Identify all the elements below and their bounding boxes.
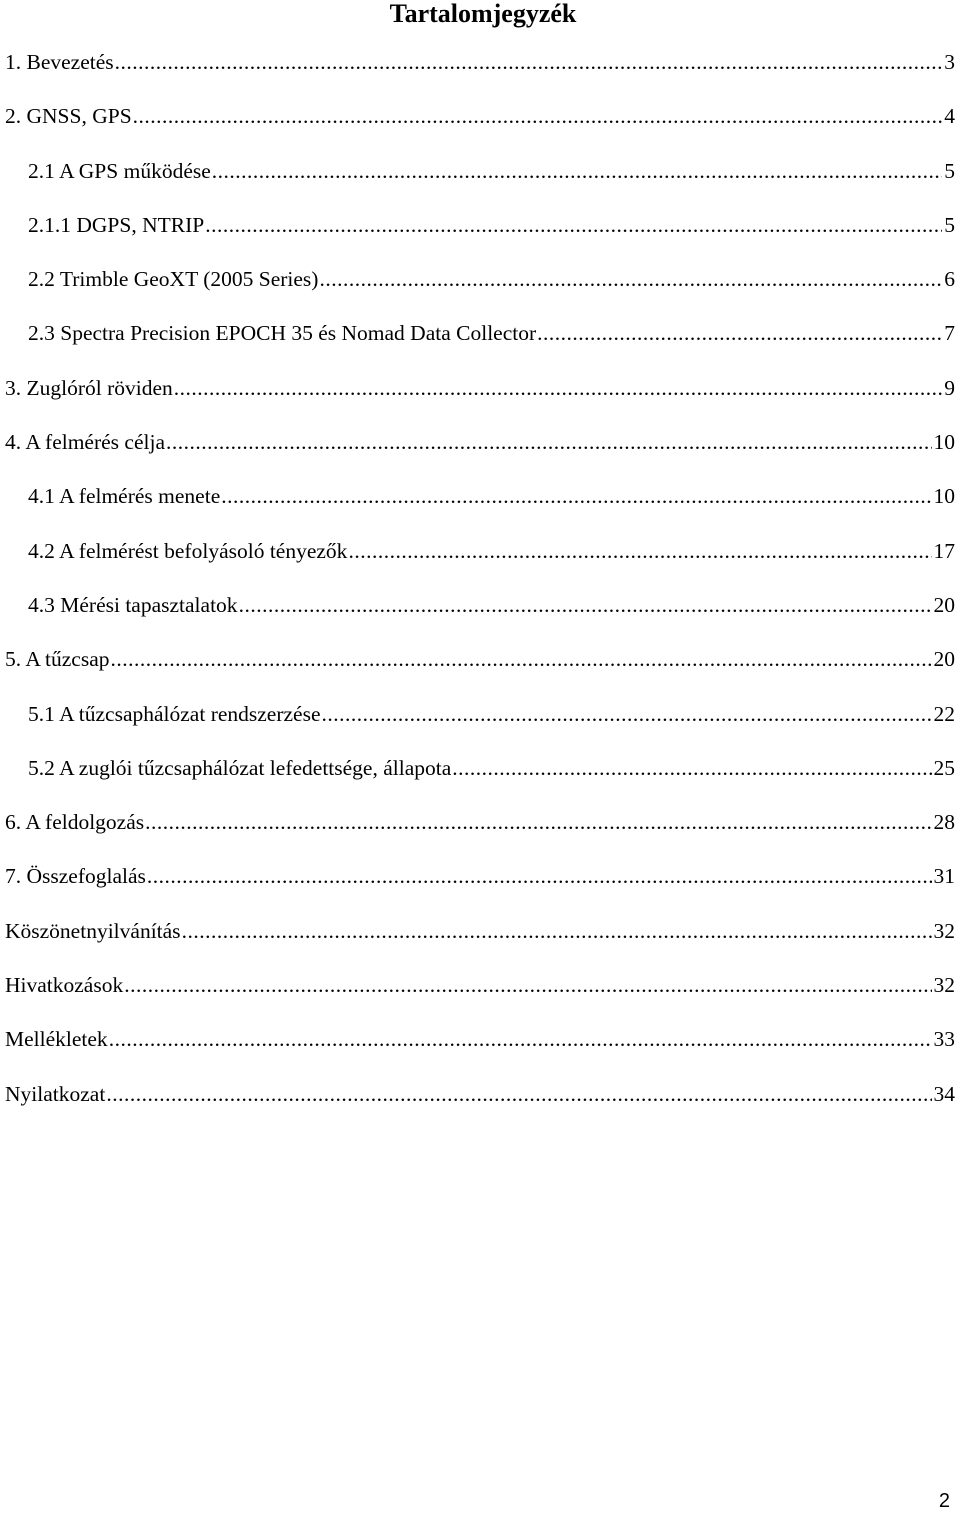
toc-entry-label: 3. Zuglóról röviden bbox=[5, 375, 173, 400]
toc-leader-dots bbox=[174, 374, 942, 402]
toc-entry-felmeres-menete[interactable] bbox=[0, 482, 960, 536]
toc-entry-label: 5.1 A tűzcsaphálózat rendszerzése bbox=[28, 701, 321, 726]
toc-entry-nyilatkozat[interactable] bbox=[0, 1080, 960, 1134]
toc-entry-mellekletek[interactable] bbox=[0, 1025, 960, 1079]
toc-entry-page: 32 bbox=[933, 918, 955, 943]
toc-leader-dots bbox=[452, 754, 931, 782]
toc-entry-page: 6 bbox=[944, 267, 955, 292]
toc-entry-label: 2.2 Trimble GeoXT (2005 Series) bbox=[28, 267, 319, 292]
toc-entry-page: 17 bbox=[933, 538, 955, 563]
toc-entry-page: 28 bbox=[933, 810, 955, 835]
toc-leader-dots bbox=[537, 319, 942, 347]
toc-entry-tuzcsap[interactable] bbox=[0, 645, 960, 699]
toc-entry-label: 1. Bevezetés bbox=[5, 50, 114, 74]
toc-leader-dots bbox=[239, 591, 932, 619]
toc-entry-zuglorol[interactable] bbox=[0, 374, 960, 428]
toc-leader-dots bbox=[124, 971, 931, 999]
toc-entry-page: 10 bbox=[933, 430, 955, 455]
toc-leader-dots bbox=[133, 102, 943, 130]
toc-entry-page: 31 bbox=[933, 864, 955, 889]
toc-list bbox=[0, 48, 960, 1134]
toc-entry-label: 7. Összefoglalás bbox=[5, 864, 146, 889]
toc-leader-dots bbox=[109, 1025, 932, 1053]
page-number: 2 bbox=[938, 1490, 950, 1512]
toc-entry-label: 5.2 A zuglói tűzcsaphálózat lefedettsége, állapota bbox=[28, 755, 452, 780]
toc-entry-trimble-geoxt[interactable] bbox=[0, 265, 960, 319]
toc-entry-page: 5 bbox=[944, 212, 955, 237]
toc-entry-page: 20 bbox=[933, 647, 955, 672]
toc-leader-dots bbox=[115, 48, 943, 76]
toc-entry-page: 4 bbox=[944, 104, 955, 129]
toc-entry-label: 2. GNSS, GPS bbox=[5, 104, 132, 129]
toc-entry-lefedettsege-allapota[interactable] bbox=[0, 754, 960, 808]
toc-entry-page: 20 bbox=[933, 592, 955, 617]
toc-entry-feldolgozas[interactable] bbox=[0, 808, 960, 862]
toc-leader-dots bbox=[106, 1080, 931, 1108]
toc-title: Tartalomjegyzék bbox=[389, 0, 577, 28]
toc-entry-befolyasolo-tenyezok[interactable] bbox=[0, 537, 960, 591]
toc-leader-dots bbox=[166, 428, 932, 456]
toc-entry-label: 4.1 A felmérés menete bbox=[28, 484, 221, 509]
toc-entry-page: 9 bbox=[944, 375, 955, 400]
toc-entry-label: Hivatkozások bbox=[5, 973, 124, 998]
toc-entry-hivatkozasok[interactable] bbox=[0, 971, 960, 1025]
toc-leader-dots bbox=[348, 537, 931, 565]
toc-entry-label: 2.1 A GPS működése bbox=[28, 158, 211, 183]
toc-entry-meresi-tapasztalatok[interactable] bbox=[0, 591, 960, 645]
toc-leader-dots bbox=[182, 917, 932, 945]
toc-leader-dots bbox=[322, 700, 932, 728]
toc-entry-label: 6. A feldolgozás bbox=[5, 810, 145, 835]
toc-leader-dots bbox=[111, 645, 932, 673]
toc-entry-bevezetes[interactable] bbox=[0, 48, 960, 102]
toc-entry-felmeres-celja[interactable] bbox=[0, 428, 960, 482]
toc-entry-tuzcsaphalozat-rendszerzese[interactable] bbox=[0, 700, 960, 754]
toc-entry-page: 3 bbox=[944, 50, 955, 74]
toc-leader-dots bbox=[221, 482, 931, 510]
toc-entry-label: 2.3 Spectra Precision EPOCH 35 és Nomad Data Collector bbox=[28, 321, 537, 346]
toc-entry-page: 25 bbox=[933, 755, 955, 780]
toc-entry-page: 5 bbox=[944, 158, 955, 183]
toc-entry-page: 22 bbox=[933, 701, 955, 726]
toc-entry-page: 7 bbox=[944, 321, 955, 346]
toc-entry-label: Nyilatkozat bbox=[5, 1081, 106, 1106]
toc-entry-spectra-precision[interactable] bbox=[0, 319, 960, 373]
toc-entry-label: 4.3 Mérési tapasztalatok bbox=[28, 592, 238, 617]
toc-leader-dots bbox=[147, 862, 932, 890]
toc-entry-label: Köszönetnyilvánítás bbox=[5, 918, 181, 943]
toc-entry-label: 4. A felmérés célja bbox=[5, 430, 165, 455]
toc-entry-page: 10 bbox=[933, 484, 955, 509]
toc-entry-dgps-ntrip[interactable] bbox=[0, 211, 960, 265]
toc-entry-label: 4.2 A felmérést befolyásoló tényezők bbox=[28, 538, 348, 563]
toc-leader-dots bbox=[319, 265, 942, 293]
toc-entry-label: Mellékletek bbox=[5, 1027, 108, 1052]
toc-leader-dots bbox=[212, 157, 942, 185]
toc-leader-dots bbox=[205, 211, 942, 239]
toc-entry-page: 34 bbox=[933, 1081, 955, 1106]
toc-leader-dots bbox=[145, 808, 931, 836]
toc-entry-gps-mukodese[interactable] bbox=[0, 157, 960, 211]
toc-entry-gnss-gps[interactable] bbox=[0, 102, 960, 156]
toc-entry-label: 5. A tűzcsap bbox=[5, 647, 110, 672]
toc-entry-koszonetnyilvanitas[interactable] bbox=[0, 917, 960, 971]
toc-entry-page: 33 bbox=[933, 1027, 955, 1052]
toc-entry-page: 32 bbox=[933, 973, 955, 998]
toc-entry-label: 2.1.1 DGPS, NTRIP bbox=[28, 212, 205, 237]
toc-entry-osszefoglalas[interactable] bbox=[0, 862, 960, 916]
